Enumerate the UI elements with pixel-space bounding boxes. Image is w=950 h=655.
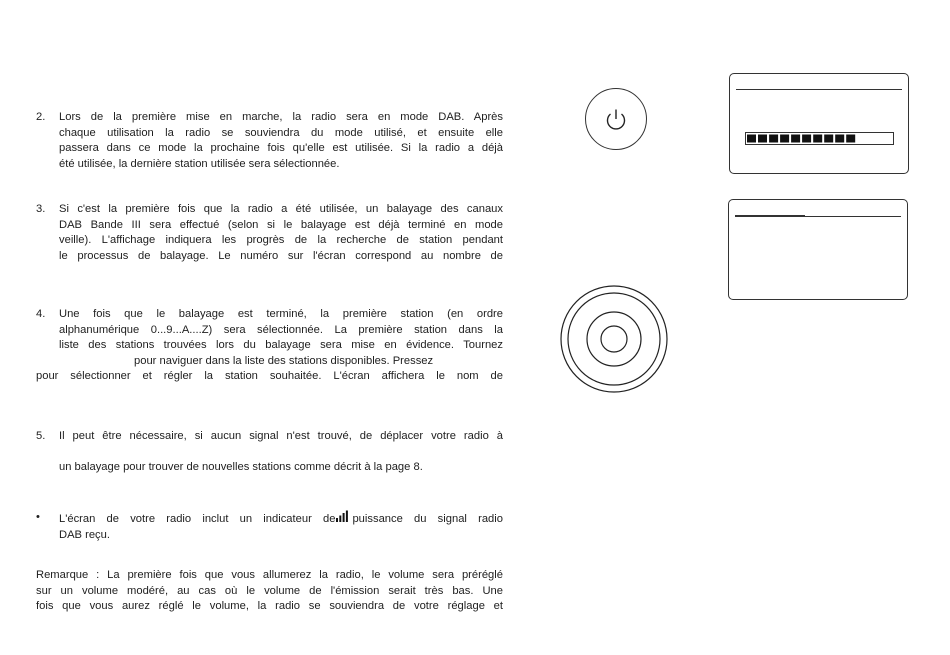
progress-segment xyxy=(758,135,767,143)
step-line: Si c'est la première fois que la radio a été utilisée, un balayage des canaux xyxy=(59,203,503,215)
bullet-line xyxy=(59,510,503,528)
progress-segment xyxy=(824,135,833,143)
display-divider xyxy=(736,89,902,90)
step-line: veille). L'affichage indiquera les progrès de la recherche de station pendant xyxy=(59,234,503,247)
step-line: liste des stations trouvées lors du balayage sera mise en évidence. Tournez xyxy=(59,339,503,352)
step-5 xyxy=(36,429,503,475)
progress-segment xyxy=(835,135,844,143)
step-line: Il peut être nécessaire, si aucun signal n'est trouvé, de déplacer votre radio à xyxy=(59,430,503,442)
display-highlight-bar xyxy=(735,215,805,217)
step-number: 4. xyxy=(36,308,46,320)
display-station xyxy=(728,199,908,300)
progress-segment xyxy=(813,135,822,143)
step-line: alphanumérique 0...9...A....Z) sera sélectionnée. La première station dans la xyxy=(59,323,503,336)
step-3 xyxy=(36,202,503,264)
power-icon xyxy=(585,88,647,150)
bullet-text-end: puissance du signal radio xyxy=(352,513,503,525)
step-line: été utilisée, la dernière station utilisée sera sélectionnée. xyxy=(59,157,340,170)
scan-progress-fill xyxy=(746,133,893,144)
step-line: Lors de la première mise en marche, la radio sera en mode DAB. Après xyxy=(59,111,503,123)
rotary-knob-icon xyxy=(560,285,670,395)
step-number: 3. xyxy=(36,203,46,215)
step-line: pour naviguer dans la liste des stations disponibles. Pressez xyxy=(134,354,434,367)
progress-segment xyxy=(802,135,811,143)
bullet-symbol: • xyxy=(36,511,40,523)
step-line: un balayage pour trouver de nouvelles stations comme décrit à la page 8. xyxy=(59,460,423,473)
step-line: le processus de balayage. Le numéro sur l'écran correspond au nombre de xyxy=(59,249,503,262)
progress-segment xyxy=(769,135,778,143)
progress-segment xyxy=(791,135,800,143)
remark-note xyxy=(36,568,503,615)
scan-progress-bar xyxy=(745,132,894,145)
display-scanning xyxy=(729,73,909,174)
bullet-line: DAB reçu. xyxy=(59,528,110,541)
power-button xyxy=(585,88,647,150)
step-line: pour sélectionner et régler la station souhaitée. L'écran affichera le nom de xyxy=(36,370,503,383)
step-number: 5. xyxy=(36,430,46,442)
signal-strength-icon xyxy=(336,510,351,522)
progress-segment xyxy=(747,135,756,143)
step-line: chaque utilisation la radio se souviendra du mode utilisé, et ensuite elle xyxy=(59,126,503,139)
step-4 xyxy=(36,307,503,385)
remark-line: Remarque : La première fois que vous allumerez la radio, le volume sera préréglé xyxy=(36,569,503,581)
step-number: 2. xyxy=(36,111,46,123)
progress-segment xyxy=(780,135,789,143)
signal-note xyxy=(36,510,503,543)
bullet-text-start: L'écran de votre radio inclut un indicateur de xyxy=(59,513,336,525)
progress-segment xyxy=(846,135,855,143)
step-line: DAB Bande III sera effectué (selon si le balayage est déjà terminé en mode xyxy=(59,218,503,231)
step-2 xyxy=(36,110,503,172)
remark-line: fois que vous aurez réglé le volume, la radio se souviendra de votre réglage et xyxy=(36,600,503,613)
step-line: Une fois que le balayage est terminé, la première station (en ordre xyxy=(59,308,503,320)
remark-line: sur un volume modéré, au cas où le volume de l'émission serait très bas. Une xyxy=(36,584,503,597)
step-line: passera dans ce mode la prochaine fois qu'elle est utilisée. Si la radio a déjà xyxy=(59,142,503,155)
